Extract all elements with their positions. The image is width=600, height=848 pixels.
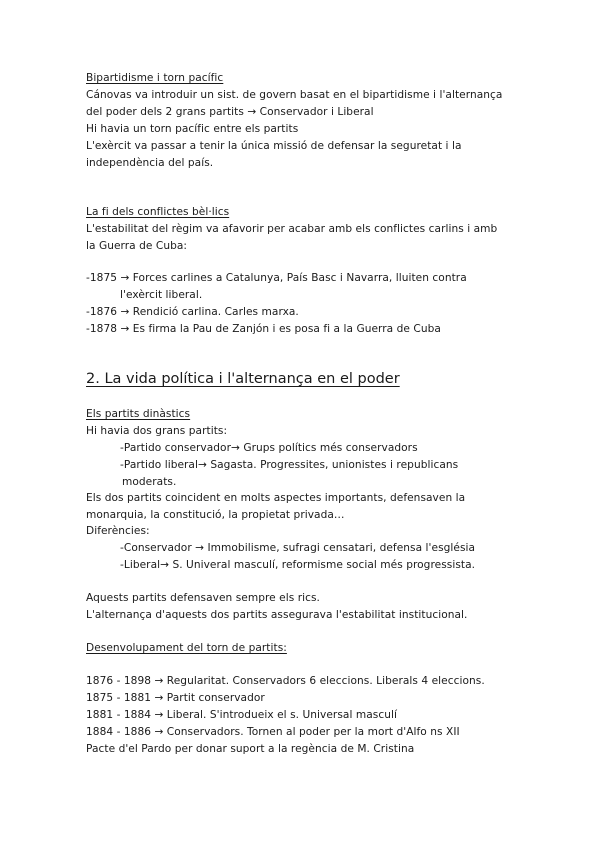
- text-line: Hi havia dos grans partits:: [86, 425, 228, 437]
- heading-torn: Desenvolupament del torn de partits:: [86, 642, 287, 654]
- text-line: la Guerra de Cuba:: [86, 240, 188, 252]
- text-line: monarquia, la constitució, la propietat privada…: [86, 509, 345, 521]
- event-line: -1876 → Rendició carlina. Carles marxa.: [86, 306, 299, 318]
- text-line: del poder dels 2 grans partits → Conservador i Liberal: [86, 106, 374, 118]
- timeline-line: 1876 - 1898 → Regularitat. Conservadors 6 eleccions. Liberals 4 eleccions.: [86, 675, 485, 687]
- text-line: L'alternança d'aquests dos partits assegurava l'estabilitat institucional.: [86, 609, 468, 621]
- difference-line: -Liberal→ S. Univeral masculí, reformisme social més progressista.: [120, 559, 476, 571]
- party-line: -Partido conservador→ Grups polítics més conservadors: [120, 442, 418, 454]
- text-line: independència del país.: [86, 157, 214, 169]
- section-title: 2. La vida política i l'alternança en el poder: [86, 371, 400, 387]
- event-line: -1875 → Forces carlines a Catalunya, País Basc i Navarra, lluiten contra: [86, 272, 467, 284]
- text-line: L'exèrcit va passar a tenir la única missió de defensar la seguretat i la: [86, 140, 462, 152]
- heading-partits: Els partits dinàstics: [86, 408, 191, 420]
- timeline-line: 1881 - 1884 → Liberal. S'introdueix el s. Universal masculí: [86, 709, 397, 721]
- difference-line: -Conservador → Immobilisme, sufragi censatari, defensa l'església: [120, 542, 476, 554]
- timeline-line: 1875 - 1881 → Partit conservador: [86, 692, 265, 704]
- party-line: moderats.: [122, 476, 177, 488]
- text-line: Aquests partits defensaven sempre els rics.: [86, 592, 320, 604]
- text-line: L'estabilitat del règim va afavorir per acabar amb els conflictes carlins i amb: [86, 223, 498, 235]
- event-line: l'exèrcit liberal.: [120, 289, 203, 301]
- timeline-line: 1884 - 1886 → Conservadors. Tornen al poder per la mort d'Alfo ns XII: [86, 726, 460, 738]
- heading-conflictes: La fi dels conflictes bèl·lics: [86, 206, 230, 218]
- heading-bipartidisme: Bipartidisme i torn pacífic: [86, 72, 224, 84]
- event-line: -1878 → Es firma la Pau de Zanjón i es posa fi a la Guerra de Cuba: [86, 323, 441, 335]
- party-line: -Partido liberal→ Sagasta. Progressites, unionistes i republicans: [120, 459, 459, 471]
- timeline-line: Pacte d'el Pardo per donar suport a la regència de M. Cristina: [86, 743, 415, 755]
- text-line: Els dos partits coincident en molts aspectes importants, defensaven la: [86, 492, 466, 504]
- text-line: Cánovas va introduir un sist. de govern basat en el bipartidisme i l'alternança: [86, 89, 503, 101]
- text-line: Hi havia un torn pacífic entre els partits: [86, 123, 299, 135]
- text-line: Diferències:: [86, 525, 150, 537]
